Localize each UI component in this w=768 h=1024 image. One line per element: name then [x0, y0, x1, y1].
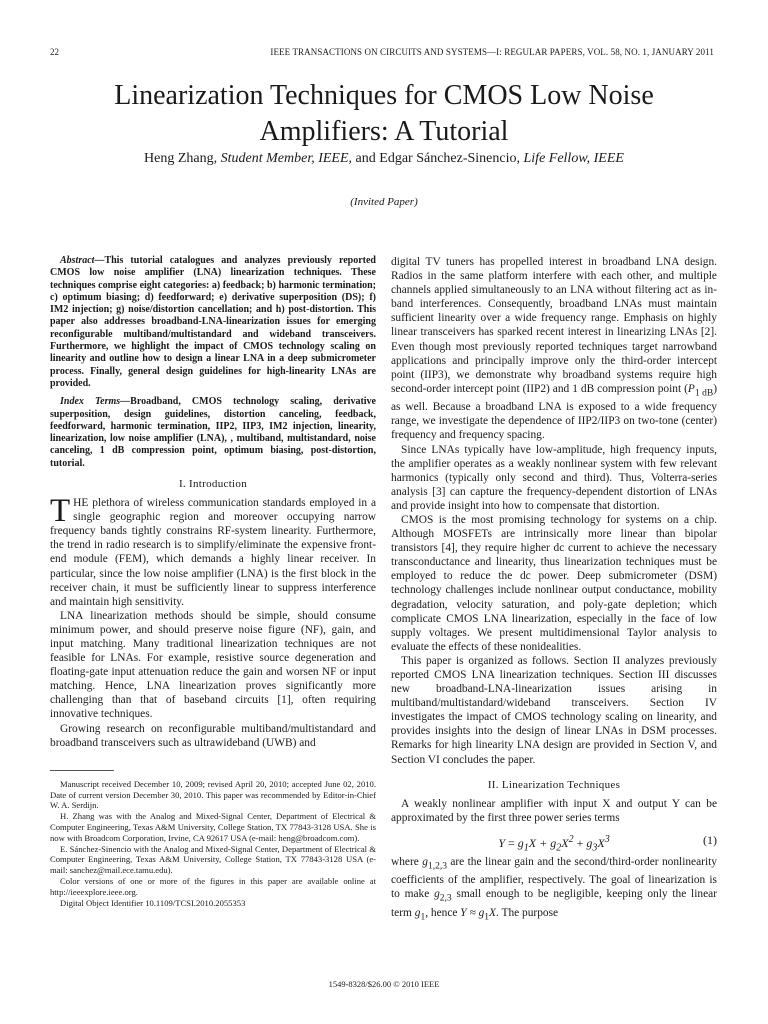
- p6-b: are the linear gain and the second/third-order nonlinearity coefficients of the amplifier, respectively. The goal of linearization is to make: [391, 855, 717, 901]
- right-paragraph-4: This paper is organized as follows. Section II analyzes previously reported CMOS LNA linearization techniques. Section III discusses new broadband-LNA-linearization issues arising in multiband/multistandard/wideband transceivers. Section IV investigates the impact of CMOS technology scaling on linearity, and provides insights into the design of linear LNAs in DSM processes. Remarks for high linearity LNA design are provided in Section V, and Section VI concludes the paper.: [391, 654, 717, 766]
- eq-y: Y: [498, 835, 505, 850]
- footnote-color-versions: Color versions of one or more of the figures in this paper are available online at http://ieeexplore.ieee.org.: [50, 875, 376, 897]
- eq-g1-sub: 1: [523, 842, 529, 854]
- p6-g1-sub: 1: [420, 911, 426, 922]
- p1db-subscript: 1 dB: [694, 388, 714, 399]
- footnote-author-zhang: H. Zhang was with the Analog and Mixed-Signal Center, Department of Electrical & Computer Engineering, Texas A&M University, College Station, TX 77843-3128 USA. She is now with Broadcom Corporation, Irvine, CA 92617 USA (e-mail: heng@broadcom.com).: [50, 811, 376, 843]
- eq-x1: X +: [528, 835, 551, 850]
- intro-paragraph-1: [50, 493, 376, 609]
- author-1-role: Student Member, IEEE,: [220, 151, 353, 166]
- p6-g23-sub: 2,3: [439, 893, 452, 904]
- abstract-lead: Abstract—: [60, 255, 105, 266]
- p6-e: . The purpose: [496, 906, 559, 919]
- author-2: Edgar Sánchez-Sinencio,: [379, 151, 520, 166]
- eq-g3: g: [586, 835, 593, 850]
- eq-g3-sub: 3: [592, 842, 598, 854]
- p6-g123-sub: 1,2,3: [427, 861, 447, 872]
- eq-plus: +: [573, 835, 587, 850]
- intro-paragraph-1-text: HE plethora of wireless communication standards employed in a single geographic region and moreover occupying narrow frequency bands tightly constrains RF-system linearity. Furthermore, the trend in radio research is to simplify/eliminate the expensive front-end module (FEM), which demands a highly linear receiver. In particular, since the low noise amplifier (LNA) is the first block in the receiver chain, it must be sufficiently linear to suppress interference and maintain high sensitivity.: [50, 497, 376, 608]
- eq-x3-sup: 3: [604, 833, 610, 845]
- section-heading-linearization: II. Linearization Techniques: [487, 778, 621, 791]
- footnote-doi: Digital Object Identifier 10.1109/TCSI.2010.2055353: [60, 897, 246, 908]
- page-number: 22: [50, 47, 59, 57]
- right-paragraph-5: A weakly nonlinear amplifier with input X and output Y can be approximated by the first three power series terms: [391, 797, 717, 824]
- eq-g2: g: [550, 835, 557, 850]
- eq-equals: =: [505, 835, 518, 850]
- drop-cap: T: [50, 493, 71, 530]
- author-1: Heng Zhang,: [144, 151, 218, 166]
- title-line-1: Linearization Techniques for CMOS Low Noise: [114, 80, 654, 111]
- equation-expression: [498, 833, 610, 854]
- author-2-role: Life Fellow, IEEE: [523, 151, 624, 166]
- p6-approx: Y ≈ g: [460, 906, 485, 919]
- p6-a: where: [391, 855, 423, 868]
- right-paragraph-6: [391, 855, 717, 924]
- right-paragraph-3: CMOS is the most promising technology for systems on a chip. Although MOSFETs are intrinsically more linear than bipolar transistors [4], they require higher dc current to achieve the necessary transconductance and linearity, thus linearization techniques must be employed to reduce the dc power. Deep submicrometer (DSM) technology challenges include nonlinear output conductance, mobility degradation, velocity saturation, and poly-gate depletion; which complicate CMOS LNA linearization, especially in the face of low supply voltages. We present multidimensional Taylor analysis to evaluate the effects of these nonidealities.: [391, 513, 717, 653]
- p1db-symbol: P: [687, 382, 695, 395]
- eq-g1: g: [517, 835, 524, 850]
- p6-approx-sub: 1: [484, 911, 490, 922]
- section-heading-introduction: I. Introduction: [178, 478, 248, 491]
- eq-g2-sub: 2: [556, 842, 562, 854]
- p6-d: , hence: [425, 906, 461, 919]
- paper-title: [40, 78, 728, 150]
- invited-paper-note: (Invited Paper): [350, 196, 418, 208]
- running-header: IEEE TRANSACTIONS ON CIRCUITS AND SYSTEMS—I: REGULAR PAPERS, VOL. 58, NO. 1, JANUARY 2011: [270, 47, 714, 57]
- p6-approx-end: X: [489, 906, 496, 919]
- page-footer: 1549-8328/$26.00 © 2010 IEEE: [328, 979, 440, 989]
- index-terms-lead: Index Terms—: [60, 396, 131, 408]
- footnote-manuscript: Manuscript received December 10, 2009; revised April 20, 2010; accepted June 02, 2010. Date of current version December 30, 2010. This paper was recommended by Editor-in-Chief W. A. Serdijn.: [50, 778, 376, 811]
- index-terms-text: Broadband, CMOS technology scaling, derivative superposition, design guidelines, distortion canceling, feedback, feedforward, harmonic termination, IIP2, IIP3, IM2 injection, linearity, linearization, low noise amplifier (LNA), , multiband, multistandard, noise canceling, 1 dB compression point, optimum biasing, post-distortion, tutorial.: [50, 396, 376, 469]
- author-line: [40, 151, 728, 167]
- p6-g23: g: [434, 888, 440, 901]
- footnote-divider: [50, 770, 114, 771]
- right-paragraph-2: Since LNAs typically have low-amplitude, high frequency inputs, the amplifier operates as a weakly nonlinear system with few relevant harmonics (typically only second and third). Thus, Volterra-series analysis [3] can capture the frequency-dependent distortion of LNAs and provide insight into how to compensate that distortion.: [391, 443, 717, 512]
- right-paragraph-1: [391, 255, 717, 443]
- abstract: [50, 255, 376, 390]
- title-line-2: Amplifiers: A Tutorial: [259, 116, 509, 147]
- right-column: [391, 255, 717, 924]
- index-terms: [50, 396, 376, 470]
- eq-x2: X: [561, 835, 569, 850]
- equation-number: (1): [703, 832, 717, 847]
- equation-1: [391, 829, 717, 854]
- left-column: [50, 255, 376, 908]
- p6-g1: g: [414, 906, 421, 919]
- p6-c: small enough to be negligible, keeping only the linear term: [391, 888, 717, 919]
- intro-paragraph-3: Growing research on reconfigurable multiband/multistandard and broadband transceivers such as ultrawideband (UWB) and: [50, 722, 376, 749]
- p6-g123: g: [422, 855, 428, 868]
- abstract-text: This tutorial catalogues and analyzes previously reported CMOS low noise amplifier (LNA) linearization techniques. These techniques comprise eight categories: a) feedback; b) harmonic termination; c) optimum biasing; d) feedforward; e) derivative superposition (DS); f) IM2 injection; g) noise/distortion cancellation; and h) post-distortion. This paper also addresses broadband-LNA-linearization issues for emerging reconfigurable multiband/multistandard and wideband transceivers. Furthermore, we highlight the impact of CMOS technology scaling on linearity and outline how to design a linear LNA in a deep submicrometer process. Finally, general design guidelines for high-linearity LNAs are provided.: [50, 255, 376, 389]
- right-paragraph-1-text-a: digital TV tuners has propelled interest in broadband LNA design. Radios in the same platform interfere with each other, and multiple channels applied simultaneously to an LNA without filtering act as in-band interferences. Consequently, broadband LNAs must maintain sufficient linearity over a wide frequency range. Emphasis on highly linear transceivers has sparked recent interest in linearizing LNAs [2]. Even though most previously reported techniques target narrowband applications and principally improve only the third-order intercept point (IIP3), we demonstrate why broadband systems require high second-order intercept point (IIP2) and 1 dB compression point (: [391, 256, 717, 395]
- author-conjunction: and: [355, 151, 376, 166]
- eq-x2-sup: 2: [568, 833, 574, 845]
- intro-paragraph-2: LNA linearization methods should be simple, should consume minimum power, and should preserve noise figure (NF), gain, and input matching. Many traditional linearization techniques are not feasible for LNAs. For example, resistive source degeneration and floating-gate input attenuation reduce the gain and worsen NF or input matching. Hence, LNA linearization proves significantly more challenging than that of baseband circuits [1], often requiring innovative techniques.: [50, 609, 376, 721]
- footnote-author-sanchez: E. Sánchez-Sinencio with the Analog and Mixed-Signal Center, Department of Electrical & Computer Engineering, Texas A&M University, College Station, TX 77843-3128 USA (e-mail: sanchez@mail.ece.tamu.edu).: [50, 843, 376, 876]
- eq-x3: X: [597, 835, 605, 850]
- right-paragraph-1-text-b: ) as well. Because a broadband LNA is exposed to a wide frequency range, we investigate the dependence of IIP2/IIP3 on two-tone (center) frequency and frequency spacing.: [391, 382, 717, 442]
